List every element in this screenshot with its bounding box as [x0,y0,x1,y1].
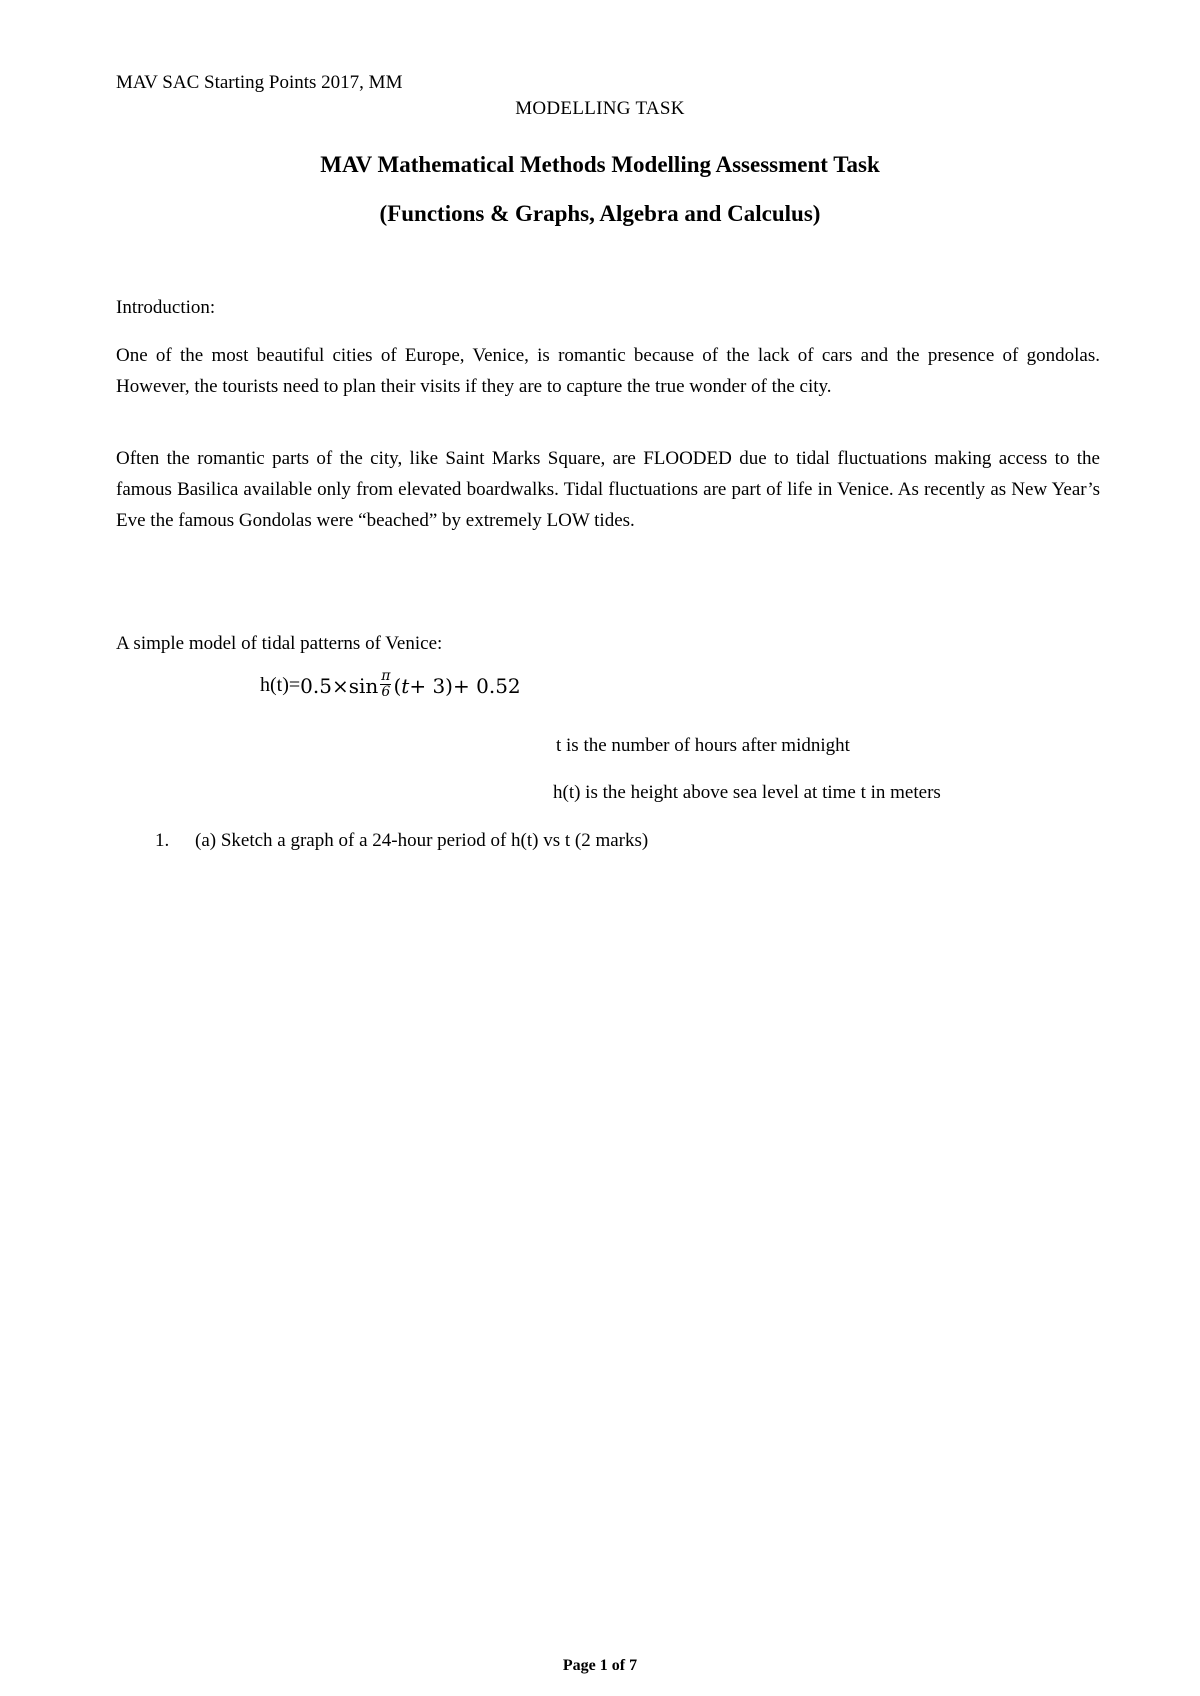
model-intro: A simple model of tidal patterns of Venice: [116,633,443,654]
formula-function: sin [348,673,379,698]
formula-amplitude: 0.5× [300,673,349,698]
formula-offset: + 0.52 [453,673,521,698]
fraction-numerator: π [381,668,391,684]
question-number: 1. [155,830,170,851]
question-text: (a) Sketch a graph of a 24-hour period of h(t) vs t (2 marks) [195,830,649,851]
question-item [155,830,648,852]
formula-open-paren: ( [393,673,402,698]
tide-formula [260,670,521,701]
document-subtitle: (Functions & Graphs, Algebra and Calculus) [379,201,821,226]
formula-rhs [300,670,521,701]
task-label: MODELLING TASK [515,98,685,119]
introduction-paragraph-2: Often the romantic parts of the city, like Saint Marks Square, are FLOODED due to tidal fluctuations making access to the famous Basilica available only from elevated boardwalks. Tidal fluctuations are part of life in Venice. As recently as New Year’s Eve the famous Gondolas were “beached” by extremely LOW tides. [116,448,1100,531]
page-footer: Page 1 of 7 [562,1657,638,1674]
fraction-denominator: 6 [381,684,391,700]
formula-shift: + 3) [409,673,453,698]
formula-lhs: h(t)= [260,674,301,696]
introduction-heading: Introduction: [116,297,216,318]
document-title: MAV Mathematical Methods Modelling Assessment Task [320,152,880,177]
variable-note-t: t is the number of hours after midnight [556,735,850,756]
formula-fraction [380,669,391,700]
variable-note-h: h(t) is the height above sea level at time t in meters [553,782,941,803]
formula-variable: t [401,673,410,698]
running-header: MAV SAC Starting Points 2017, MM [116,72,403,93]
introduction-paragraph-1: One of the most beautiful cities of Europe, Venice, is romantic because of the lack of cars and the presence of gondolas. However, the tourists need to plan their visits if they are to capture the true wonder of the city. [116,345,1100,397]
